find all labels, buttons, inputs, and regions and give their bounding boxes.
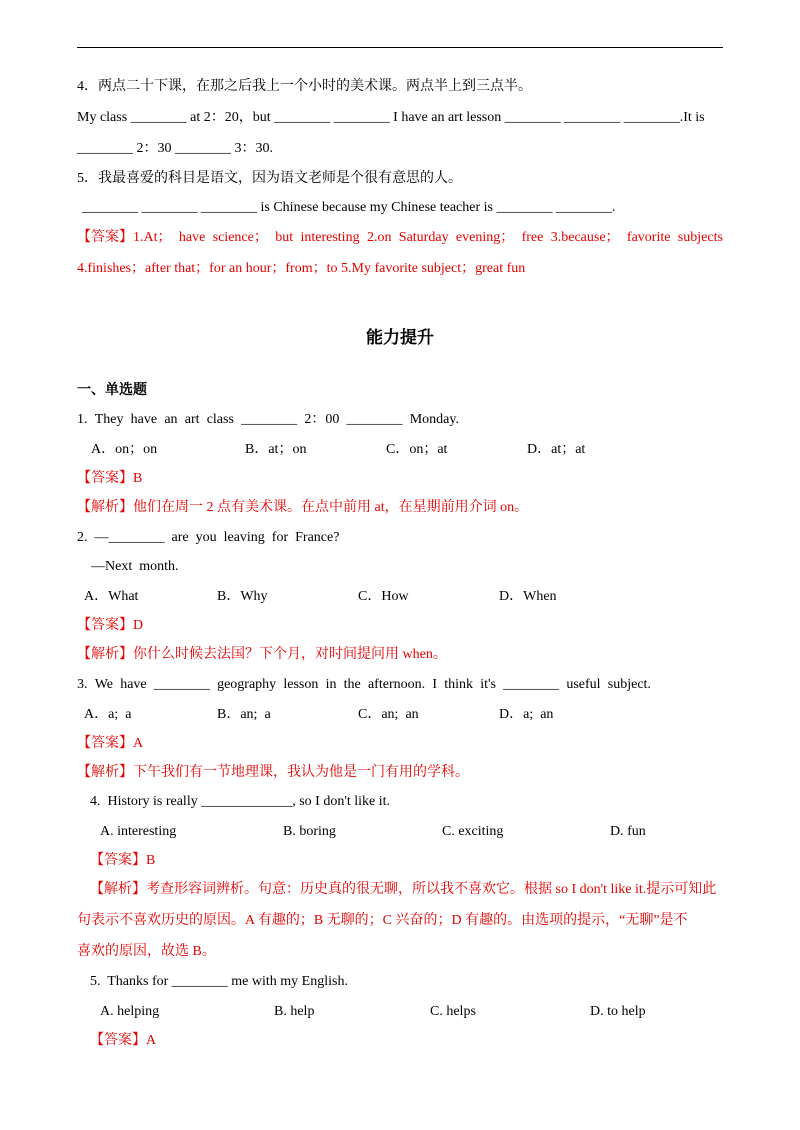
q1-option-c[interactable]: C．on；at	[386, 442, 448, 457]
answer-word: evening；	[455, 230, 515, 245]
stem-word: ________	[241, 412, 298, 427]
q4-option-b[interactable]: B. boring	[283, 824, 336, 839]
q3-analysis: 【解析】下午我们有一节地理课，我认为他是一门有用的学科。	[77, 765, 469, 780]
answer-word: subjects	[677, 230, 723, 245]
question-3-stem	[77, 676, 651, 694]
q1-option-a[interactable]: A．on；on	[91, 442, 158, 457]
q4-option-d[interactable]: D. fun	[610, 824, 646, 839]
question-2-reply: —Next month.	[91, 559, 179, 574]
top-answer-line1	[77, 229, 723, 247]
q5-chinese: 5．我最喜爱的科目是语文，因为语文老师是个很有意思的人。	[77, 171, 462, 186]
stem-word: in	[325, 677, 337, 692]
question-3-words	[77, 676, 651, 694]
stem-word: 2：00	[304, 412, 340, 427]
q4-analysis-line1: 【解析】考查形容词辨析。句意：历史真的很无聊，所以我不喜欢它。根据 so I don't like it.提示可知此	[90, 882, 717, 897]
q5-english: ________ ________ ________ is Chinese because my Chinese teacher is ________ ________.	[82, 200, 616, 215]
q3-option-b[interactable]: B．an; a	[217, 707, 271, 722]
stem-word: art	[184, 412, 200, 427]
question-5-stem: 5. Thanks for ________ me with my English.	[90, 974, 348, 989]
q2-analysis: 【解析】你什么时候去法国？下个月，对时间提问用 when。	[77, 647, 447, 662]
q3-option-a[interactable]: A．a; a	[84, 707, 132, 722]
q5-option-c[interactable]: C. helps	[430, 1004, 476, 1019]
q3-option-d[interactable]: D．a; an	[499, 707, 554, 722]
stem-word: I	[432, 677, 437, 692]
stem-word: 3.	[77, 677, 88, 692]
q4-english-line1: My class ________ at 2：20，but ________ ________ I have an art lesson ________ ________ ________.It is	[77, 110, 705, 125]
stem-word: have	[130, 412, 158, 427]
stem-word: They	[94, 412, 124, 427]
answer-word: 【答案】1.At；	[77, 230, 172, 245]
stem-word: an	[164, 412, 178, 427]
q1-option-b[interactable]: B．at；on	[245, 442, 307, 457]
q1-analysis: 【解析】他们在周一 2 点有美术课。在点中前用 at，在星期前用介词 on。	[77, 500, 529, 515]
q4-analysis-line2: 句表示不喜欢历史的原因。A 有趣的；B 无聊的；C 兴奋的；D 有趣的。由选项的提示，“无聊”是不	[77, 913, 688, 928]
answer-word: 2.on	[366, 230, 392, 245]
answer-word: favorite	[626, 230, 671, 245]
stem-word: useful	[566, 677, 601, 692]
stem-word: Monday.	[409, 412, 459, 427]
question-2-stem: 2. —________ are you leaving for France?	[77, 530, 340, 545]
q3-answer: 【答案】A	[77, 736, 144, 751]
stem-word: ________	[503, 677, 560, 692]
q2-option-b[interactable]: B．Why	[217, 589, 268, 604]
q5-option-a[interactable]: A. helping	[100, 1004, 160, 1019]
q4-answer: 【答案】B	[90, 853, 156, 868]
q4-chinese: 4．两点二十下课，在那之后我上一个小时的美术课。两点半上到三点半。	[77, 79, 532, 94]
stem-word: ________	[153, 677, 210, 692]
q2-option-c[interactable]: C．How	[358, 589, 409, 604]
q4-english-line2: ________ 2：30 ________ 3：30.	[77, 141, 273, 156]
stem-word: geography	[217, 677, 277, 692]
stem-word: We	[94, 677, 114, 692]
stem-word: ________	[346, 412, 403, 427]
header-rule	[77, 47, 723, 48]
stem-word: it's	[480, 677, 496, 692]
answer-word: 3.because；	[550, 230, 620, 245]
answer-word: free	[521, 230, 544, 245]
q2-option-a[interactable]: A．What	[84, 589, 139, 604]
question-1-words	[77, 411, 459, 429]
answer-word: interesting	[300, 230, 360, 245]
section-heading: 一、单选题	[77, 383, 147, 398]
question-1-stem	[77, 411, 459, 429]
q5-option-b[interactable]: B. help	[274, 1004, 315, 1019]
q2-answer: 【答案】D	[77, 618, 144, 633]
stem-word: have	[120, 677, 147, 692]
section-title: 能力提升	[366, 328, 434, 347]
answer-word: science；	[212, 230, 268, 245]
stem-word: the	[343, 677, 361, 692]
q3-option-c[interactable]: C．an; an	[358, 707, 419, 722]
q5-option-d[interactable]: D. to help	[590, 1004, 646, 1019]
q2-option-d[interactable]: D．When	[499, 589, 557, 604]
q4-analysis-line3: 喜欢的原因，故选 B。	[77, 944, 216, 959]
q4-option-a[interactable]: A. interesting	[100, 824, 177, 839]
answer-word: have	[178, 230, 206, 245]
top-answer-line2: 4.finishes；after that；for an hour；from；to 5.My favorite subject；great fun	[77, 261, 526, 276]
q1-answer: 【答案】B	[77, 471, 143, 486]
q1-option-d[interactable]: D．at；at	[527, 442, 586, 457]
stem-word: class	[206, 412, 234, 427]
q5-answer: 【答案】A	[90, 1033, 157, 1048]
answer-word: but	[275, 230, 294, 245]
stem-word: lesson	[283, 677, 319, 692]
question-4-stem: 4. History is really _____________, so I don't like it.	[90, 794, 391, 809]
stem-word: 1.	[77, 412, 88, 427]
answer-word: Saturday	[398, 230, 449, 245]
stem-word: think	[444, 677, 473, 692]
stem-word: subject.	[607, 677, 651, 692]
stem-word: afternoon.	[367, 677, 426, 692]
q4-option-c[interactable]: C. exciting	[442, 824, 504, 839]
